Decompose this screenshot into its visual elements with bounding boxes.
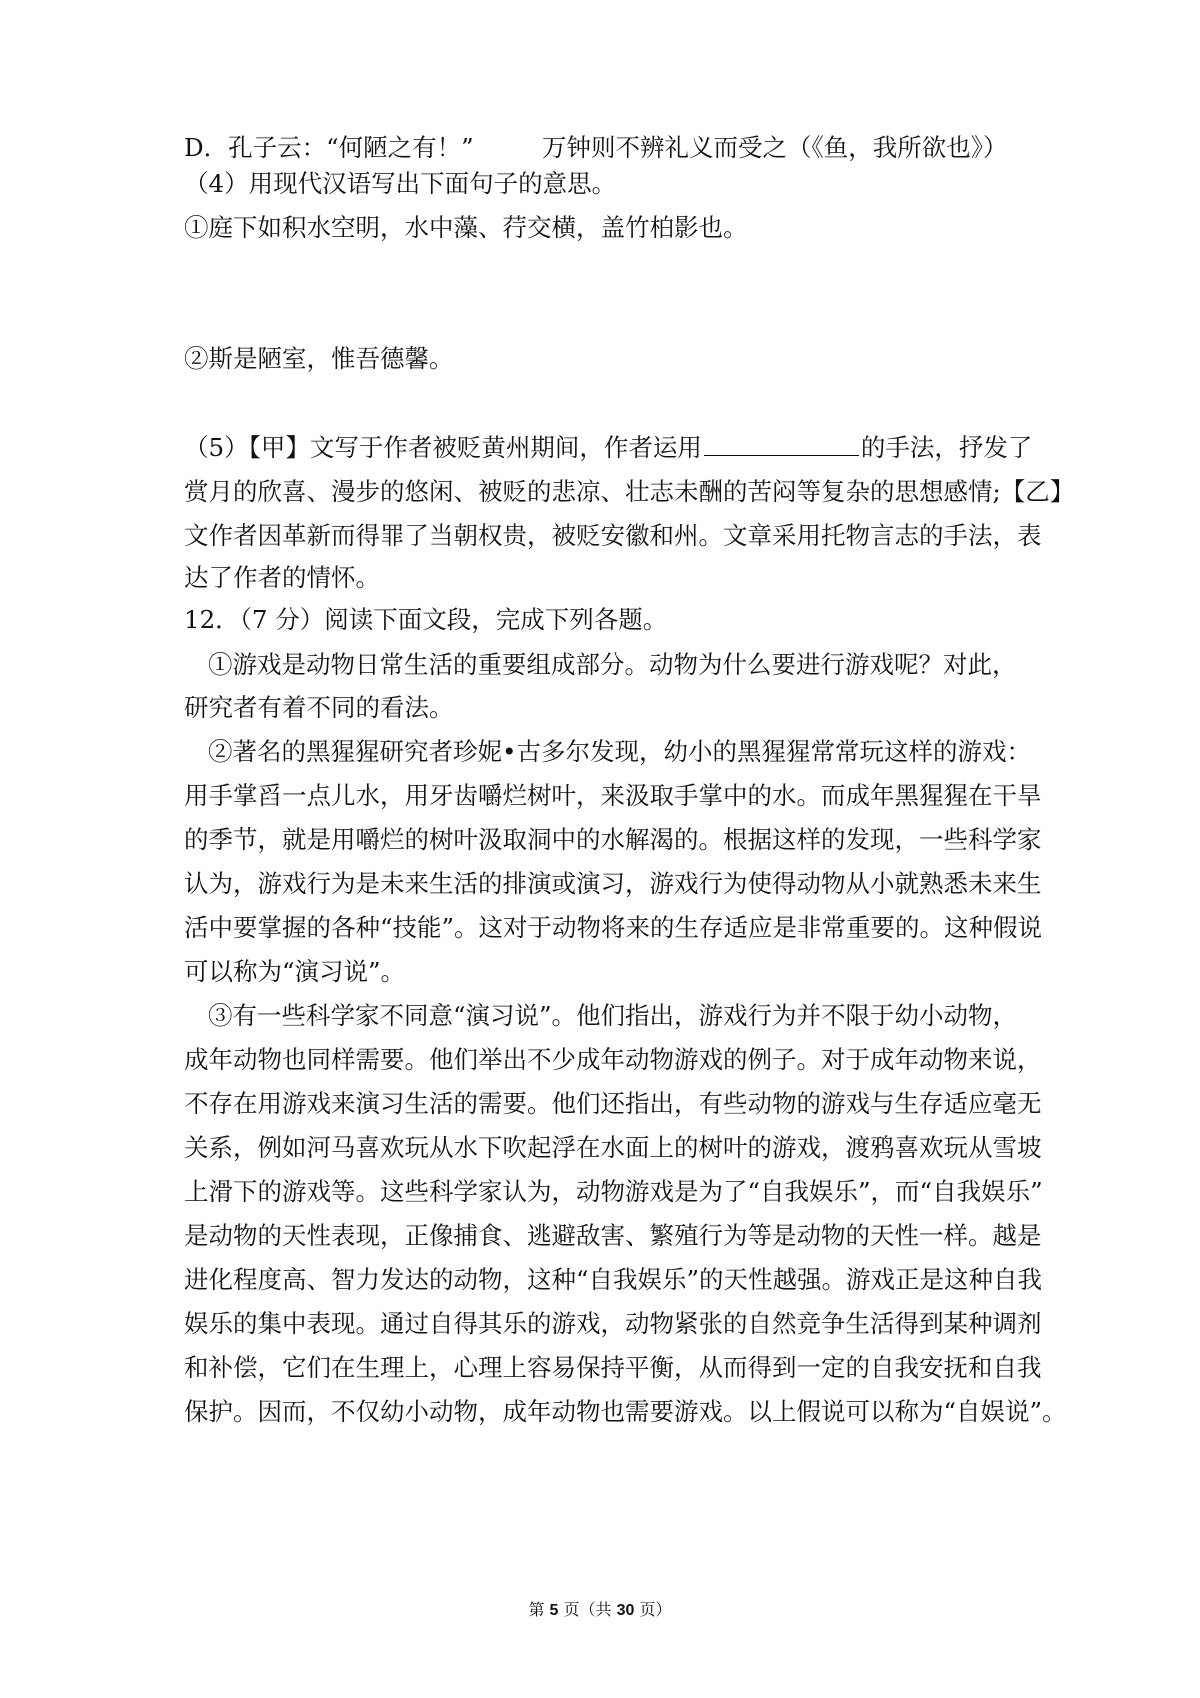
paragraph-line: 活中要掌握的各种“技能”。这对于动物将来的生存适应是非常重要的。这种假说	[184, 913, 1043, 942]
answer-blank[interactable]	[704, 433, 859, 456]
paragraph-line: 上滑下的游戏等。这些科学家认为，动物游戏是为了“自我娱乐”，而“自我娱乐”	[184, 1177, 1043, 1206]
option-d-left: D．孔子云：“何陋之有！”	[184, 133, 474, 162]
footer-prefix: 第	[528, 1600, 545, 1619]
paragraph-line: 关系，例如河马喜欢玩从水下吹起浮在水面上的树叶的游戏，渡鸦喜欢玩从雪坡	[184, 1133, 1042, 1162]
part5-line-2: 赏月的欣喜、漫步的悠闲、被贬的悲凉、壮志未酬的苦闷等复杂的思想感情;【乙】	[184, 477, 1075, 506]
footer-suffix: 页）	[639, 1600, 672, 1619]
paragraph-line: 认为，游戏行为是未来生活的排演或演习，游戏行为使得动物从小就熟悉未来生	[184, 869, 1042, 898]
sentence-1: ①庭下如积水空明，水中藻、荇交横，盖竹柏影也。	[184, 213, 748, 242]
paragraph-line: 不存在用游戏来演习生活的需要。他们还指出，有些动物的游戏与生存适应毫无	[184, 1089, 1042, 1118]
paragraph-line: 是动物的天性表现，正像捕食、逃避敌害、繁殖行为等是动物的天性一样。越是	[184, 1221, 1042, 1250]
page-footer	[0, 1599, 1200, 1622]
option-d-right: 万钟则不辨礼义而受之（《鱼，我所欲也》）	[542, 133, 1008, 162]
paragraph-line: 保护。因而，不仅幼小动物，成年动物也需要游戏。以上假说可以称为“自娱说”。	[184, 1397, 1067, 1426]
part5-text-before-blank: （5）【甲】文写于作者被贬黄州期间，作者运用	[184, 433, 702, 462]
footer-page-number: 5	[549, 1602, 559, 1619]
footer-middle: 页（共	[563, 1600, 612, 1619]
paragraph-line: 和补偿，它们在生理上，心理上容易保持平衡，从而得到一定的自我安抚和自我	[184, 1353, 1042, 1382]
paragraph-line: 娱乐的集中表现。通过自得其乐的游戏，动物紧张的自然竞争生活得到某种调剂	[184, 1309, 1042, 1338]
sentence-2: ②斯是陋室，惟吾德馨。	[184, 344, 454, 373]
paragraph-line: 用手掌舀一点儿水，用牙齿嚼烂树叶，来汲取手掌中的水。而成年黑猩猩在干旱	[184, 781, 1042, 810]
paragraph-line: ②著名的黑猩猩研究者珍妮•古多尔发现，幼小的黑猩猩常常玩这样的游戏：	[208, 737, 1031, 766]
paragraph-line: 可以称为“演习说”。	[184, 957, 406, 986]
paragraph-line: 的季节，就是用嚼烂的树叶汲取洞中的水解渴的。根据这样的发现，一些科学家	[184, 825, 1042, 854]
paragraph-line: ③有一些科学家不同意“演习说”。他们指出，游戏行为并不限于幼小动物，	[208, 1001, 1018, 1030]
question-12-header: 12．（7 分）阅读下面文段，完成下列各题。	[184, 605, 668, 634]
part5-line-4: 达了作者的情怀。	[184, 563, 380, 592]
paragraph-line: ①游戏是动物日常生活的重要组成部分。动物为什么要进行游戏呢？对此，	[208, 650, 1017, 679]
part4-prompt: （4）用现代汉语写出下面句子的意思。	[184, 169, 617, 198]
paragraph-line: 进化程度高、智力发达的动物，这种“自我娱乐”的天性越强。游戏正是这种自我	[184, 1265, 1043, 1294]
part5-text-after-blank: 的手法，抒发了	[860, 433, 1033, 462]
part5-line-3: 文作者因革新而得罪了当朝权贵，被贬安徽和州。文章采用托物言志的手法，表	[184, 521, 1042, 550]
part5-line-1	[184, 433, 1032, 463]
footer-total-pages: 30	[616, 1602, 635, 1619]
paragraph-line: 研究者有着不同的看法。	[184, 693, 454, 722]
paragraph-line: 成年动物也同样需要。他们举出不少成年动物游戏的例子。对于成年动物来说，	[184, 1045, 1042, 1074]
option-d-line	[184, 133, 1016, 163]
